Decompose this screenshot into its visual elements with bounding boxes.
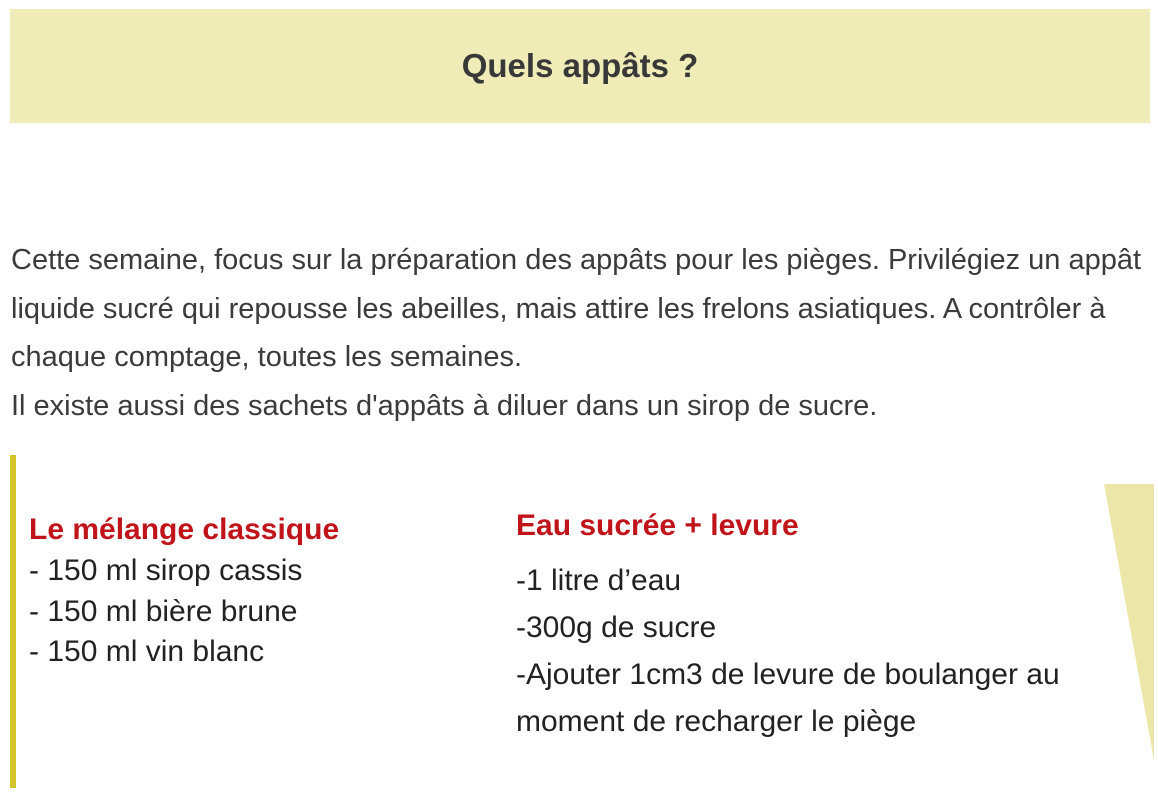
intro-text <box>11 236 1151 430</box>
ingredient-item: - 150 ml vin blanc <box>29 635 265 668</box>
ingredient-item: -1 litre d’eau <box>516 564 682 597</box>
ingredient-list <box>29 551 489 673</box>
intro-note: Il existe aussi des sachets d'appâts à diluer dans un sirop de sucre. <box>11 389 878 422</box>
ingredient-item: -300g de sucre <box>516 611 717 644</box>
intro-paragraph: Cette semaine, focus sur la préparation des appâts pour les pièges. Privilégiez un appât liquide sucré qui repousse les abeilles, mais attire les frelons asiatiques. A contrôler à chaque comptage, toutes les semaines. <box>11 244 1142 373</box>
ingredient-list <box>516 557 1146 745</box>
accent-bar <box>10 455 16 788</box>
ingredient-item: - 150 ml bière brune <box>29 594 298 628</box>
recipe-classic <box>29 509 489 673</box>
ingredient-item: -Ajouter 1cm3 de levure de boulanger au moment de recharger le piège <box>516 658 1060 738</box>
recipe-sugar-water-yeast <box>516 505 1146 745</box>
ingredient-item: - 150 ml sirop cassis <box>29 554 303 587</box>
title-banner <box>10 9 1150 123</box>
page-title: Quels appâts ? <box>461 47 699 84</box>
recipe-title: Eau sucrée + levure <box>516 509 799 542</box>
recipe-title: Le mélange classique <box>29 513 340 546</box>
